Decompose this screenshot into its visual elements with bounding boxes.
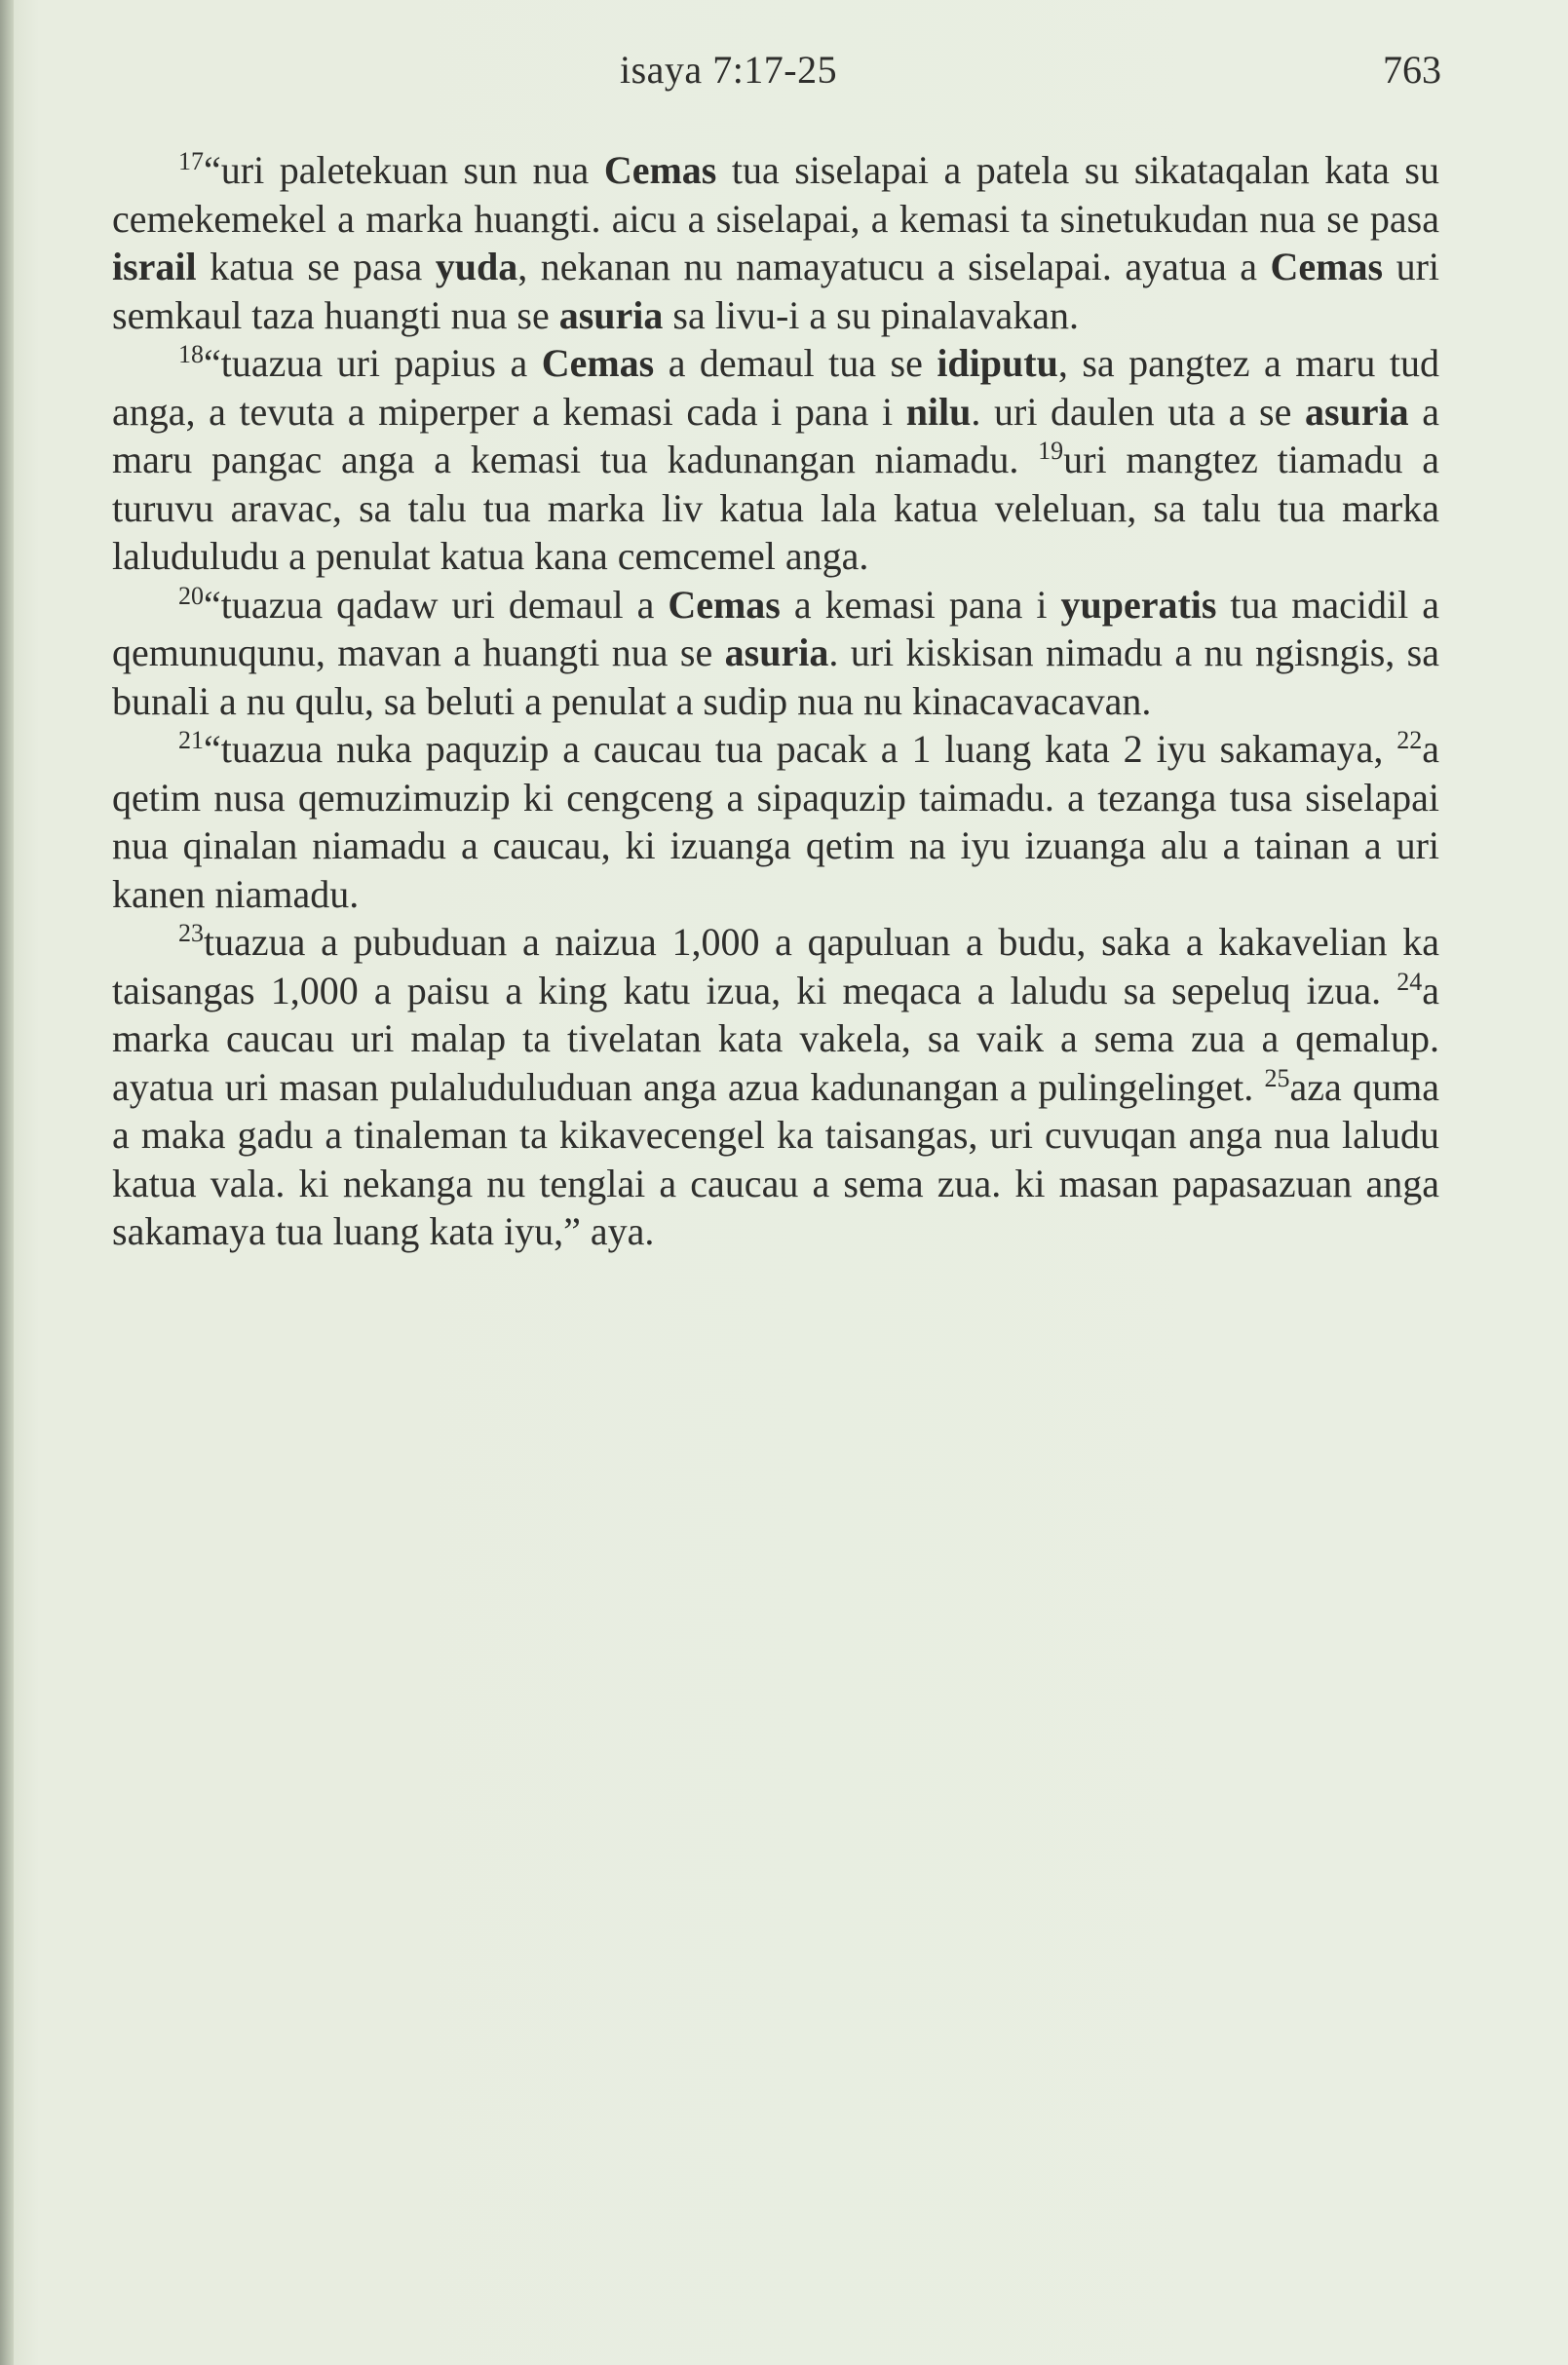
verse-text: tuazua a pubuduan a naizua 1,000 a qapuluan a budu, saka a kakavelian ka taisangas 1,000 a paisu a king katu izua, ki meqaca a laludu sa sepeluq izua. — [112, 920, 1439, 1012]
proper-noun: idiputu — [937, 341, 1058, 385]
verse-text: a marka caucau uri malap ta tivelatan kata vakela, sa vaik a sema zua a qemalup. ayatua uri masan pulaluduluduan anga azua kadunangan a pulingelinget. — [112, 968, 1439, 1109]
verse-paragraph-p18 — [112, 339, 1439, 581]
verse-text: a demaul tua se — [654, 341, 937, 385]
proper-noun: asuria — [724, 630, 829, 674]
verse-text: “tuazua nuka paquzip a caucau tua pacak a 1 luang kata 2 iyu sakamaya, — [204, 727, 1397, 771]
verse-number: 21 — [178, 726, 204, 754]
verse-number: 25 — [1264, 1063, 1290, 1092]
verse-text: “tuazua qadaw uri demaul a — [204, 582, 669, 627]
verse-number: 18 — [178, 340, 204, 368]
verse-text: uri semkaul taza huangti nua se — [112, 245, 1440, 337]
verse-text: . uri daulen uta a se — [971, 389, 1305, 434]
proper-noun: Cemas — [1270, 245, 1384, 288]
verse-number: 22 — [1396, 726, 1423, 754]
verse-number: 20 — [178, 581, 204, 610]
proper-noun: yuda — [435, 245, 518, 288]
verse-text: tua siselapai a patela su sikataqalan kata su cemekemekel a marka huangti. aicu a siselapai, a kemasi ta sinetukudan nua se pasa — [112, 148, 1439, 241]
verse-paragraph-p20 — [112, 581, 1439, 726]
verse-number: 23 — [178, 919, 204, 947]
verse-text: a maru pangac anga a kemasi tua kadunangan niamadu. — [112, 389, 1439, 481]
proper-noun: nilu — [905, 389, 972, 434]
verse-number: 19 — [1038, 437, 1064, 465]
proper-noun: israil — [112, 245, 197, 288]
verse-paragraph-p23 — [112, 918, 1439, 1256]
verse-text: “uri paletekuan sun nua — [204, 148, 604, 192]
verse-text: tua macidil a qemunuqunu, mavan a huangti nua se — [112, 582, 1439, 674]
verse-text: , nekanan nu namayatucu a siselapai. ayatua a — [517, 245, 1271, 288]
verse-text: . uri kiskisan nimadu a nu ngisngis, sa bunali a nu qulu, sa beluti a penulat a sudip nua nu kinacavacavan. — [112, 630, 1440, 723]
verse-text: a kemasi pana i — [780, 582, 1061, 627]
proper-noun: Cemas — [541, 341, 655, 385]
verse-text: “tuazua uri papius a — [204, 341, 542, 385]
verse-text: katua se pasa — [196, 245, 436, 288]
page-header — [0, 47, 1568, 105]
verse-text: a qetim nusa qemuzimuzip ki cengceng a sipaquzip taimadu. a tezanga tusa siselapai nua qinalan niamadu a caucau, ki izuanga qetim na iyu izuanga alu a tainan a uri kanen niamadu. — [112, 727, 1439, 916]
page-spine-shadow — [0, 0, 14, 2365]
verse-text: sa livu-i a su pinalavakan. — [663, 292, 1079, 337]
page-body — [112, 146, 1439, 1256]
verse-paragraph-p21 — [112, 725, 1439, 918]
proper-noun: yuperatis — [1060, 582, 1217, 627]
verse-number: 24 — [1396, 967, 1423, 996]
proper-noun: Cemas — [603, 148, 717, 192]
running-title: isaya 7:17-25 — [620, 48, 838, 92]
page-number: 763 — [1383, 48, 1441, 92]
verse-text: aza quma a maka gadu a tinaleman ta kikavecengel ka taisangas, uri cuvuqan anga nua laludu katua vala. ki nekanga nu tenglai a caucau a sema zua. ki masan papasazuan anga sakamaya tua luang kata iyu,” aya. — [112, 1064, 1439, 1253]
verse-text: uri mangtez tiamadu a turuvu aravac, sa talu tua marka liv katua lala katua veleluan, sa talu tua marka laluduludu a penulat katua kana cemcemel anga. — [112, 438, 1439, 578]
proper-noun: asuria — [1304, 389, 1409, 434]
verse-number: 17 — [178, 147, 204, 175]
proper-noun: Cemas — [668, 582, 781, 627]
proper-noun: asuria — [558, 292, 664, 337]
verse-text: , sa pangtez a maru tud anga, a tevuta a miperper a kemasi cada i pana i — [112, 341, 1440, 434]
verse-paragraph-p17 — [112, 146, 1439, 339]
